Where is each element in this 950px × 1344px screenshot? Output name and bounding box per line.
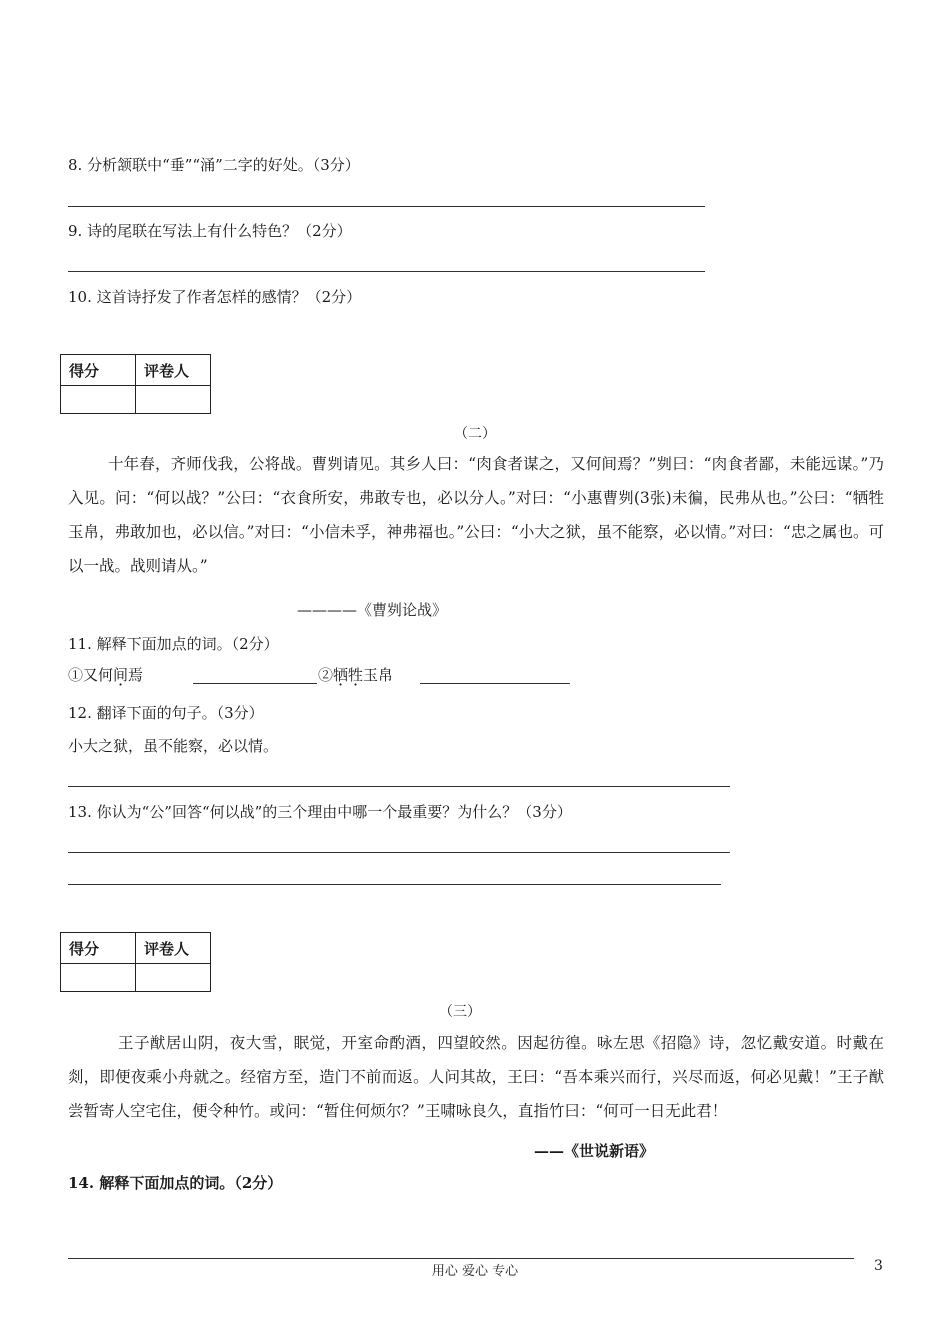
score-table-1 bbox=[60, 354, 211, 414]
page-number: 3 bbox=[874, 1258, 883, 1274]
section-3-heading: （三） bbox=[439, 1004, 481, 1020]
grader-cell bbox=[136, 386, 211, 414]
answer-line-11b bbox=[420, 683, 570, 684]
grader-header: 评卷人 bbox=[136, 355, 211, 386]
answer-line-8 bbox=[68, 206, 705, 207]
question-11-item-b bbox=[318, 665, 393, 685]
score-table-2 bbox=[60, 932, 211, 992]
section-2-heading: （二） bbox=[454, 426, 496, 442]
score-cell bbox=[61, 964, 136, 992]
score-cell bbox=[61, 386, 136, 414]
question-11-item-a bbox=[68, 665, 143, 685]
answer-line-12 bbox=[68, 786, 730, 787]
question-14-text: 14. 解释下面加点的词。（2分） bbox=[68, 1174, 283, 1192]
question-12: 12. 翻译下面的句子。（3分） bbox=[68, 704, 264, 722]
answer-line-9 bbox=[68, 271, 705, 272]
section-2-source: ————《曹刿论战》 bbox=[297, 601, 448, 619]
question-8: 8. 分析颔联中“垂”“涌”二字的好处。（3分） bbox=[68, 156, 360, 174]
question-11: 11. 解释下面加点的词。（2分） bbox=[68, 635, 279, 653]
footer-divider bbox=[68, 1258, 854, 1259]
item-b-dotted-char-1: 牺 bbox=[333, 666, 349, 684]
question-14 bbox=[68, 1173, 282, 1193]
answer-line-11a bbox=[193, 683, 317, 684]
section-3-source: ——《世说新语》 bbox=[534, 1142, 655, 1160]
section-3-passage: 王子猷居山阴，夜大雪，眠觉，开室命酌酒，四望皎然。因起彷徨。咏左思《招隐》诗，忽忆戴安道。时戴在剡，即便夜乘小舟就之。经宿方至，造门不前而返。人问其故，王曰：“吾本乘兴而行，兴尽而返，何必见戴！”王子猷尝暂寄人空宅住，便令种竹。或问：“暂住何烦尔？”王啸咏良久，直指竹曰：“何可一日无此君！ bbox=[68, 1034, 884, 1120]
footer-text: 用心 爱心 专心 bbox=[431, 1264, 519, 1279]
item-a-prefix: ①又何 bbox=[68, 666, 114, 684]
section-2-passage: 十年春，齐师伐我，公将战。曹刿请见。其乡人曰：“肉食者谋之，又何间焉？”刿曰：“肉食者鄙，未能远谋。”乃入见。问：“何以战？”公曰：“衣食所安，弗敢专也，必以分人。”对曰：“小惠曹刿(3张)未徧，民弗从也。”公曰：“牺牲玉帛，弗敢加也，必以信。”对曰：“小信未孚，神弗福也。”公曰：“小大之狱，虽不能察，必以情。”对曰：“忠之属也。可以一战。战则请从。” bbox=[68, 455, 884, 575]
question-10: 10. 这首诗抒发了作者怎样的感情？（2分） bbox=[68, 288, 362, 306]
score-header: 得分 bbox=[61, 355, 136, 386]
answer-line-13b bbox=[68, 884, 721, 885]
item-a-dotted-char: 间 bbox=[113, 666, 129, 684]
question-13: 13. 你认为“公”回答“何以战”的三个理由中哪一个最重要？为什么？（3分） bbox=[68, 803, 572, 821]
question-12-sentence: 小大之狱，虽不能察，必以情。 bbox=[68, 737, 279, 755]
item-b-dotted-char-2: 牲 bbox=[348, 666, 364, 684]
answer-line-13a bbox=[68, 852, 730, 853]
item-b-suffix: 玉帛 bbox=[363, 666, 394, 684]
question-9: 9. 诗的尾联在写法上有什么特色？（2分） bbox=[68, 222, 352, 240]
grader-cell bbox=[136, 964, 211, 992]
grader-header: 评卷人 bbox=[136, 933, 211, 964]
item-a-suffix: 焉 bbox=[128, 666, 144, 684]
score-header: 得分 bbox=[61, 933, 136, 964]
item-b-prefix: ② bbox=[318, 666, 334, 684]
